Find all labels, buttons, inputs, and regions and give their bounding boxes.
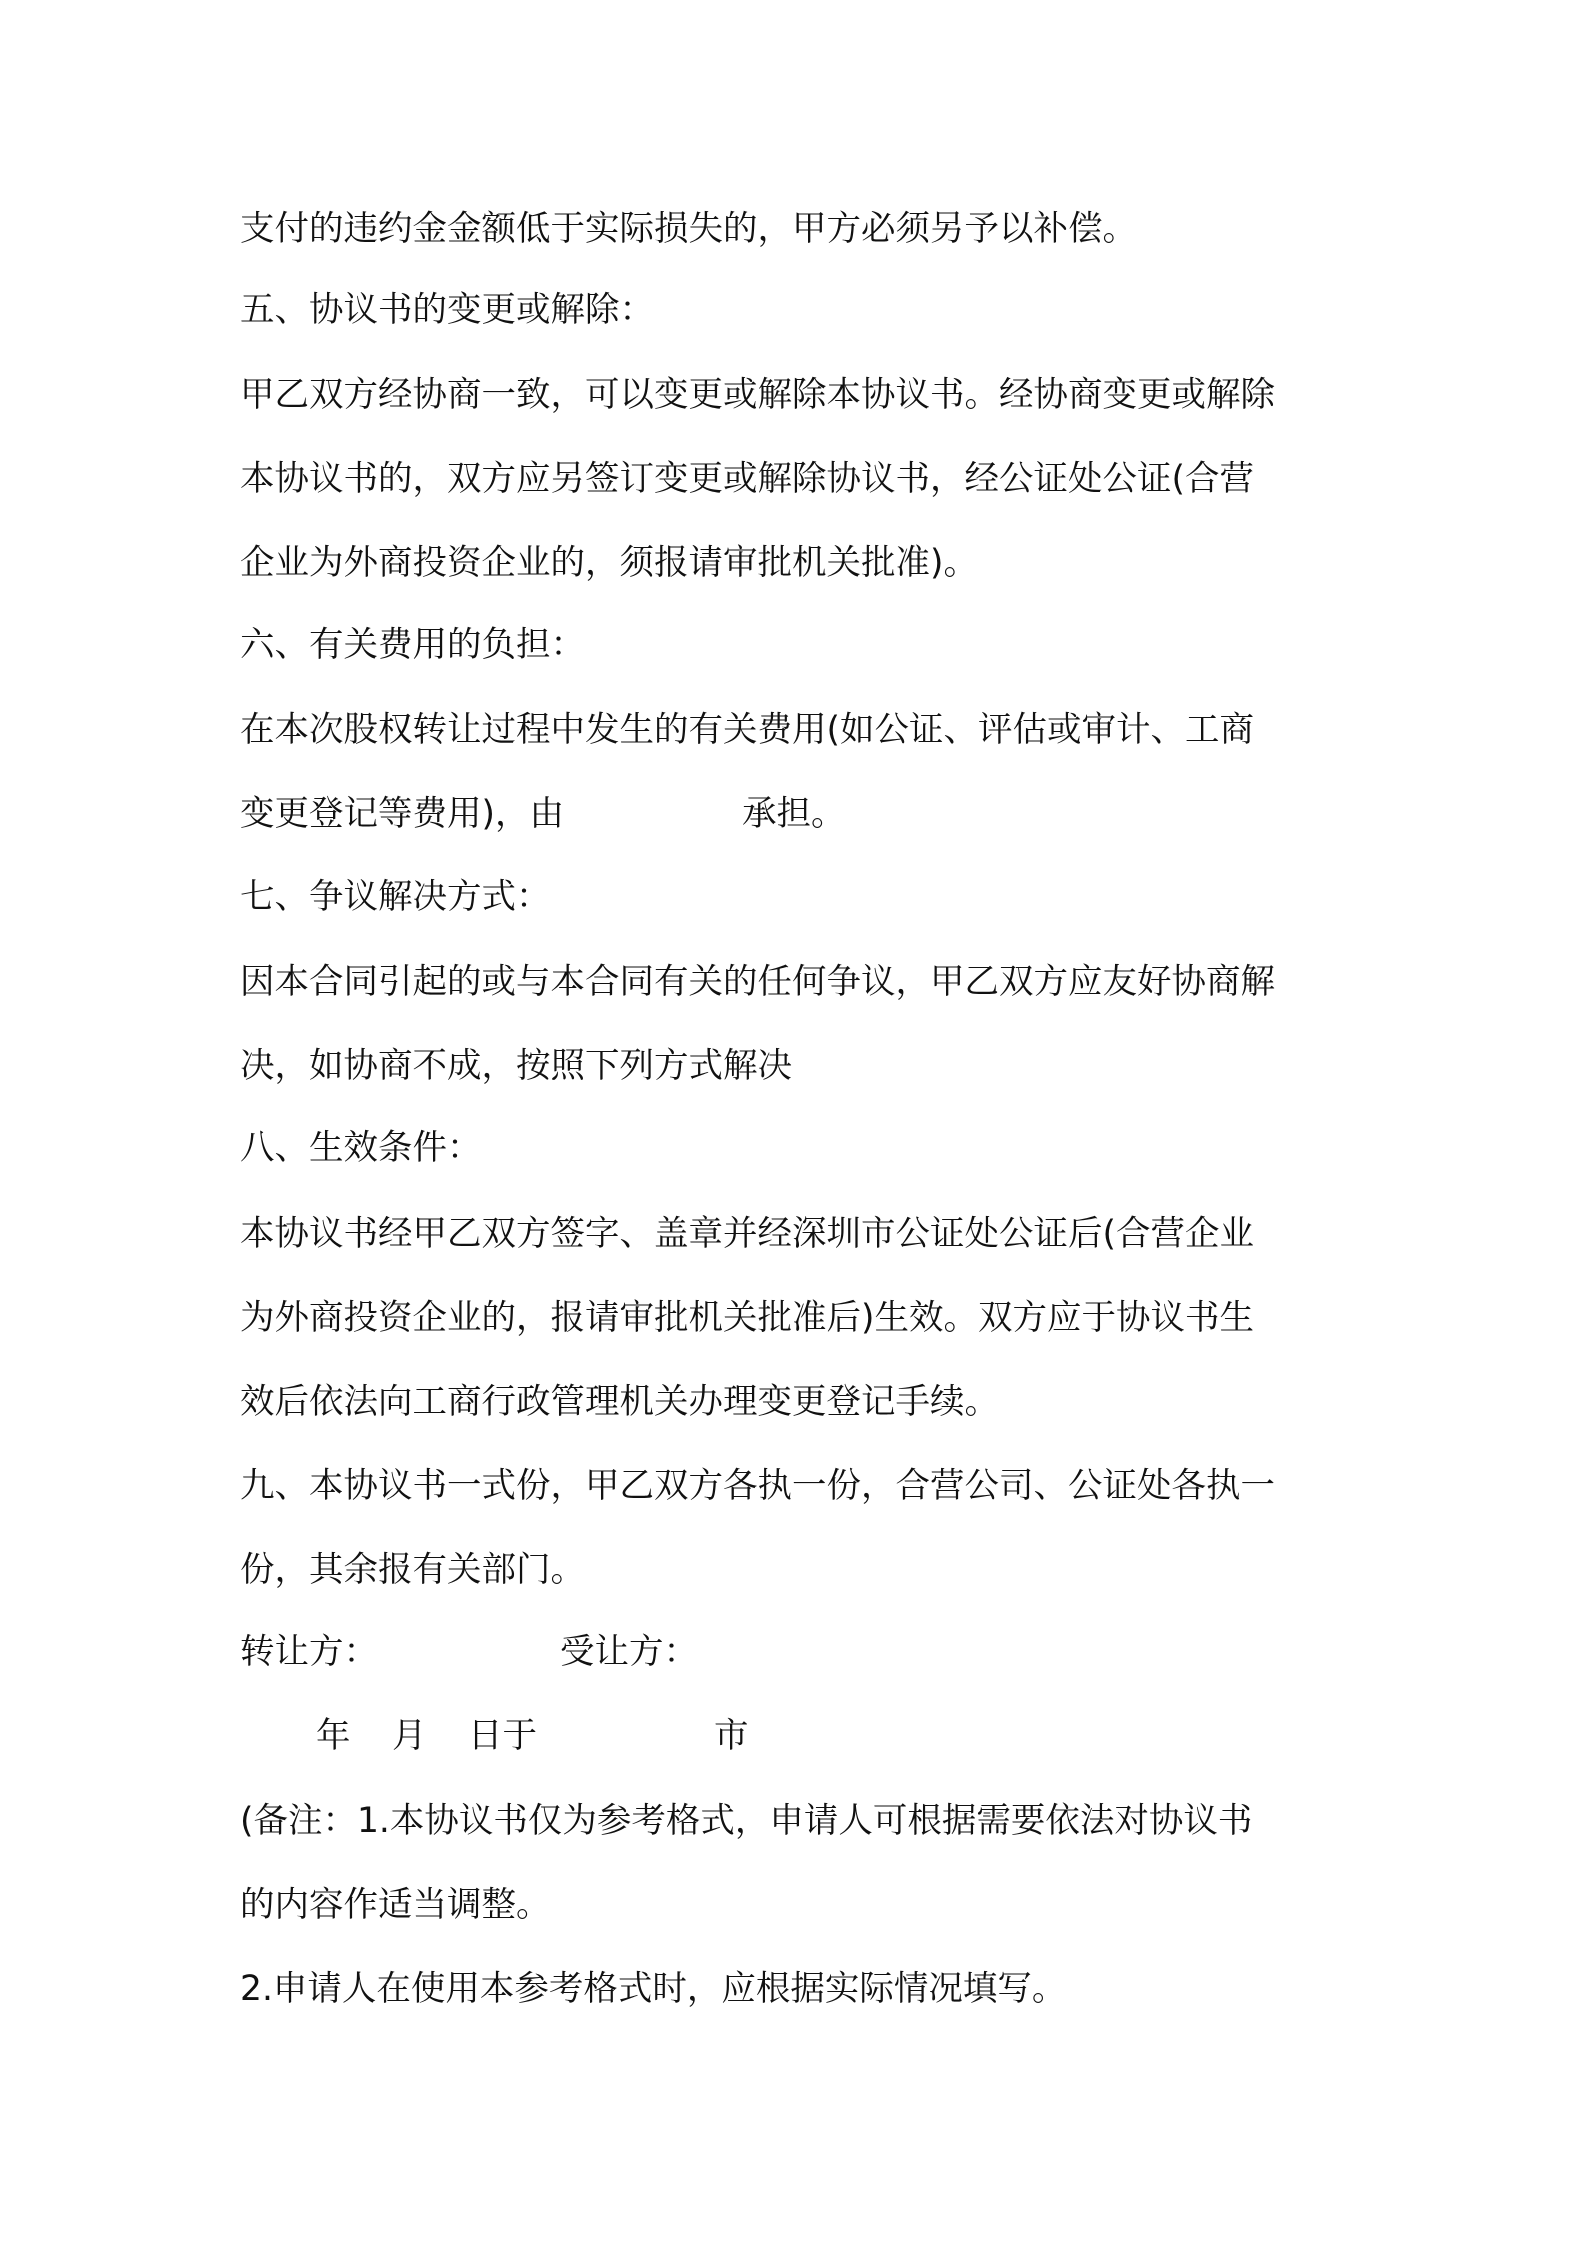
cost-bearer-line bbox=[240, 784, 1360, 844]
section-heading-7: 七、争议解决方式： bbox=[240, 877, 551, 917]
date-day-at: 日于 bbox=[468, 1716, 537, 1756]
text-line-3: 甲乙双方经协商一致，可以变更或解除本协议书。经协商变更或解除 bbox=[240, 375, 1275, 415]
text-line-17: 份，其余报有关部门。 bbox=[240, 1550, 585, 1590]
text-line-10: 因本合同引起的或与本合同有关的任何争议，甲乙双方应友好协商解 bbox=[240, 962, 1275, 1002]
text-line-14: 为外商投资企业的，报请审批机关批准后)生效。双方应于协议书生 bbox=[240, 1298, 1254, 1338]
section-heading-6: 六、有关费用的负担： bbox=[240, 625, 585, 665]
section-heading-8: 八、生效条件： bbox=[240, 1128, 482, 1168]
text-line-4: 本协议书的，双方应另签订变更或解除协议书，经公证处公证(合营 bbox=[240, 459, 1254, 499]
date-line bbox=[240, 1706, 1360, 1766]
note-line-3: 2.申请人在使用本参考格式时，应根据实际情况填写。 bbox=[240, 1969, 1067, 2009]
section-heading-5: 五、协议书的变更或解除： bbox=[240, 290, 654, 330]
text-line-15: 效后依法向工商行政管理机关办理变更登记手续。 bbox=[240, 1382, 999, 1422]
text-line-11: 决，如协商不成，按照下列方式解决 bbox=[240, 1046, 792, 1086]
date-month: 月 bbox=[392, 1716, 427, 1756]
transferor-label: 转让方： bbox=[240, 1632, 378, 1672]
date-city: 市 bbox=[714, 1716, 749, 1756]
text-line-7: 在本次股权转让过程中发生的有关费用(如公证、评估或审计、工商 bbox=[240, 710, 1254, 750]
date-year: 年 bbox=[316, 1716, 351, 1756]
text-line-5: 企业为外商投资企业的，须报请审批机关批准)。 bbox=[240, 543, 978, 583]
transferee-label: 受让方： bbox=[560, 1632, 698, 1672]
note-line-2: 的内容作适当调整。 bbox=[240, 1885, 551, 1925]
cost-bearer-suffix: 承担。 bbox=[742, 794, 846, 834]
text-line-1: 支付的违约金金额低于实际损失的，甲方必须另予以补偿。 bbox=[240, 209, 1137, 249]
signature-line bbox=[240, 1622, 1360, 1682]
text-line-13: 本协议书经甲乙双方签字、盖章并经深圳市公证处公证后(合营企业 bbox=[240, 1214, 1254, 1254]
cost-bearer-prefix: 变更登记等费用)，由 bbox=[240, 794, 564, 834]
section-heading-9: 九、本协议书一式份，甲乙双方各执一份，合营公司、公证处各执一 bbox=[240, 1466, 1275, 1506]
note-line-1: (备注：1.本协议书仅为参考格式，申请人可根据需要依法对协议书 bbox=[240, 1801, 1253, 1841]
